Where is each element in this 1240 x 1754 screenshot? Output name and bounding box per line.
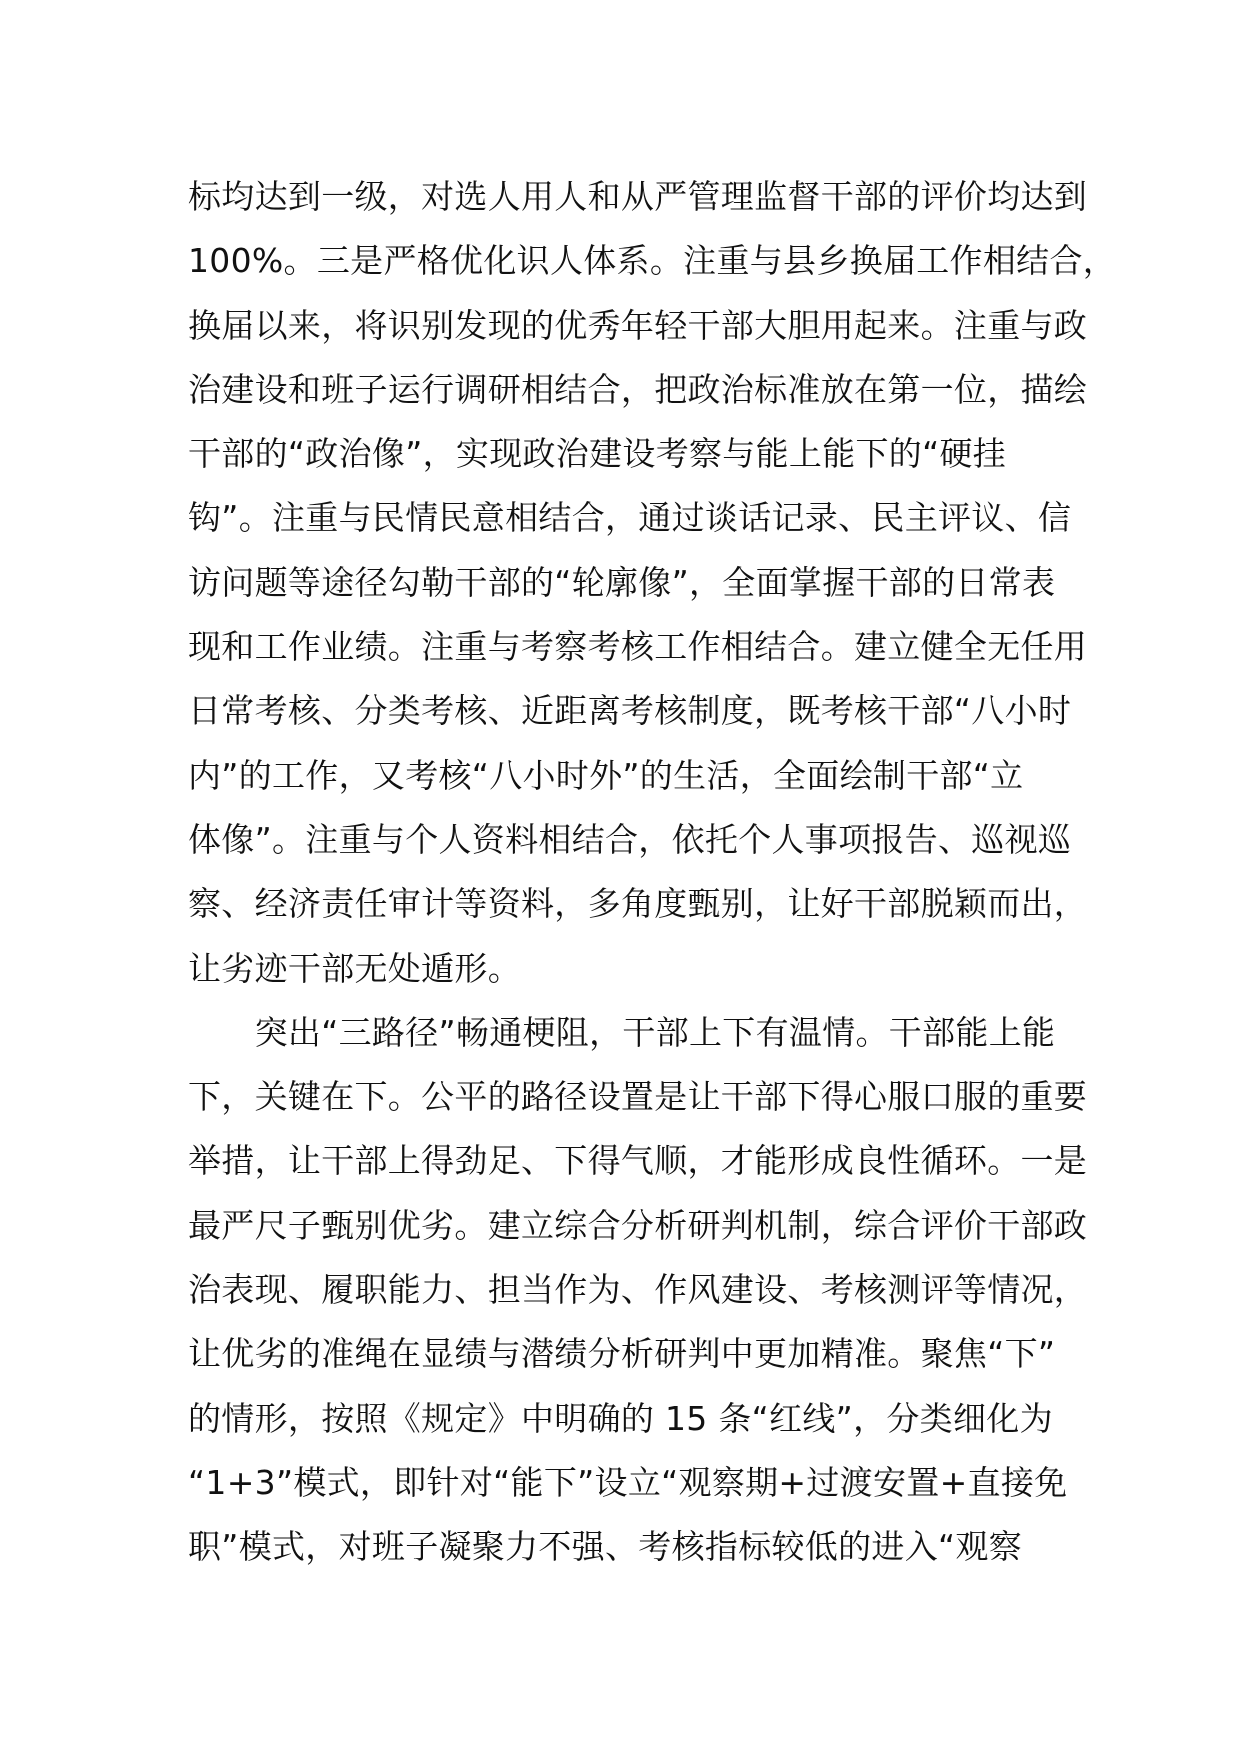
text-line: 100%。三是严格优化识人体系。注重与县乡换届工作相结合， [188,241,1117,281]
text-line: 最严尺子甄别优劣。建立综合分析研判机制，综合评价干部政 [188,1205,1088,1245]
text-line: 举措，让干部上得劲足、下得气顺，才能形成良性循环。一是 [188,1141,1088,1181]
body-text [188,165,1117,1580]
text-line: 治建设和班子运行调研相结合，把政治标准放在第一位，描绘 [188,369,1088,409]
text-line: 让劣迹干部无处遁形。 [188,948,521,988]
text-line: 下，关键在下。公平的路径设置是让干部下得心服口服的重要 [188,1077,1088,1117]
text-line: 体像”。注重与个人资料相结合，依托个人事项报告、巡视巡 [188,819,1072,859]
text-line: 钩”。注重与民情民意相结合，通过谈话记录、民主评议、信 [188,498,1072,538]
text-line: 内”的工作，又考核“八小时外”的生活，全面绘制干部“立 [188,755,1024,795]
text-line: 职”模式，对班子凝聚力不强、考核指标较低的进入“观察 [188,1527,1022,1567]
text-line: 换届以来，将识别发现的优秀年轻干部大胆用起来。注重与政 [188,305,1088,345]
text-line: 干部的“政治像”，实现政治建设考察与能上能下的“硬挂 [188,434,1007,474]
paragraph-start-line: 突出“三路径”畅通梗阻，干部上下有温情。干部能上能 [188,1012,1056,1052]
text-line: “1+3”模式，即针对“能下”设立“观察期+过渡安置+直接免 [188,1462,1068,1502]
text-line: 的情形，按照《规定》中明确的 15 条“红线”，分类细化为 [188,1398,1053,1438]
text-line: 察、经济责任审计等资料，多角度甄别，让好干部脱颖而出， [188,884,1088,924]
text-line: 现和工作业绩。注重与考察考核工作相结合。建立健全无任用 [188,627,1088,667]
text-line: 让优劣的准绳在显绩与潜绩分析研判中更加精准。聚焦“下” [188,1334,1056,1374]
text-line: 日常考核、分类考核、近距离考核制度，既考核干部“八小时 [188,691,1072,731]
text-line: 标均达到一级，对选人用人和从严管理监督干部的评价均达到 [188,177,1088,216]
text-line: 治表现、履职能力、担当作为、作风建设、考核测评等情况， [188,1270,1088,1310]
text-line: 访问题等途径勾勒干部的“轮廓像”，全面掌握干部的日常表 [188,562,1056,602]
